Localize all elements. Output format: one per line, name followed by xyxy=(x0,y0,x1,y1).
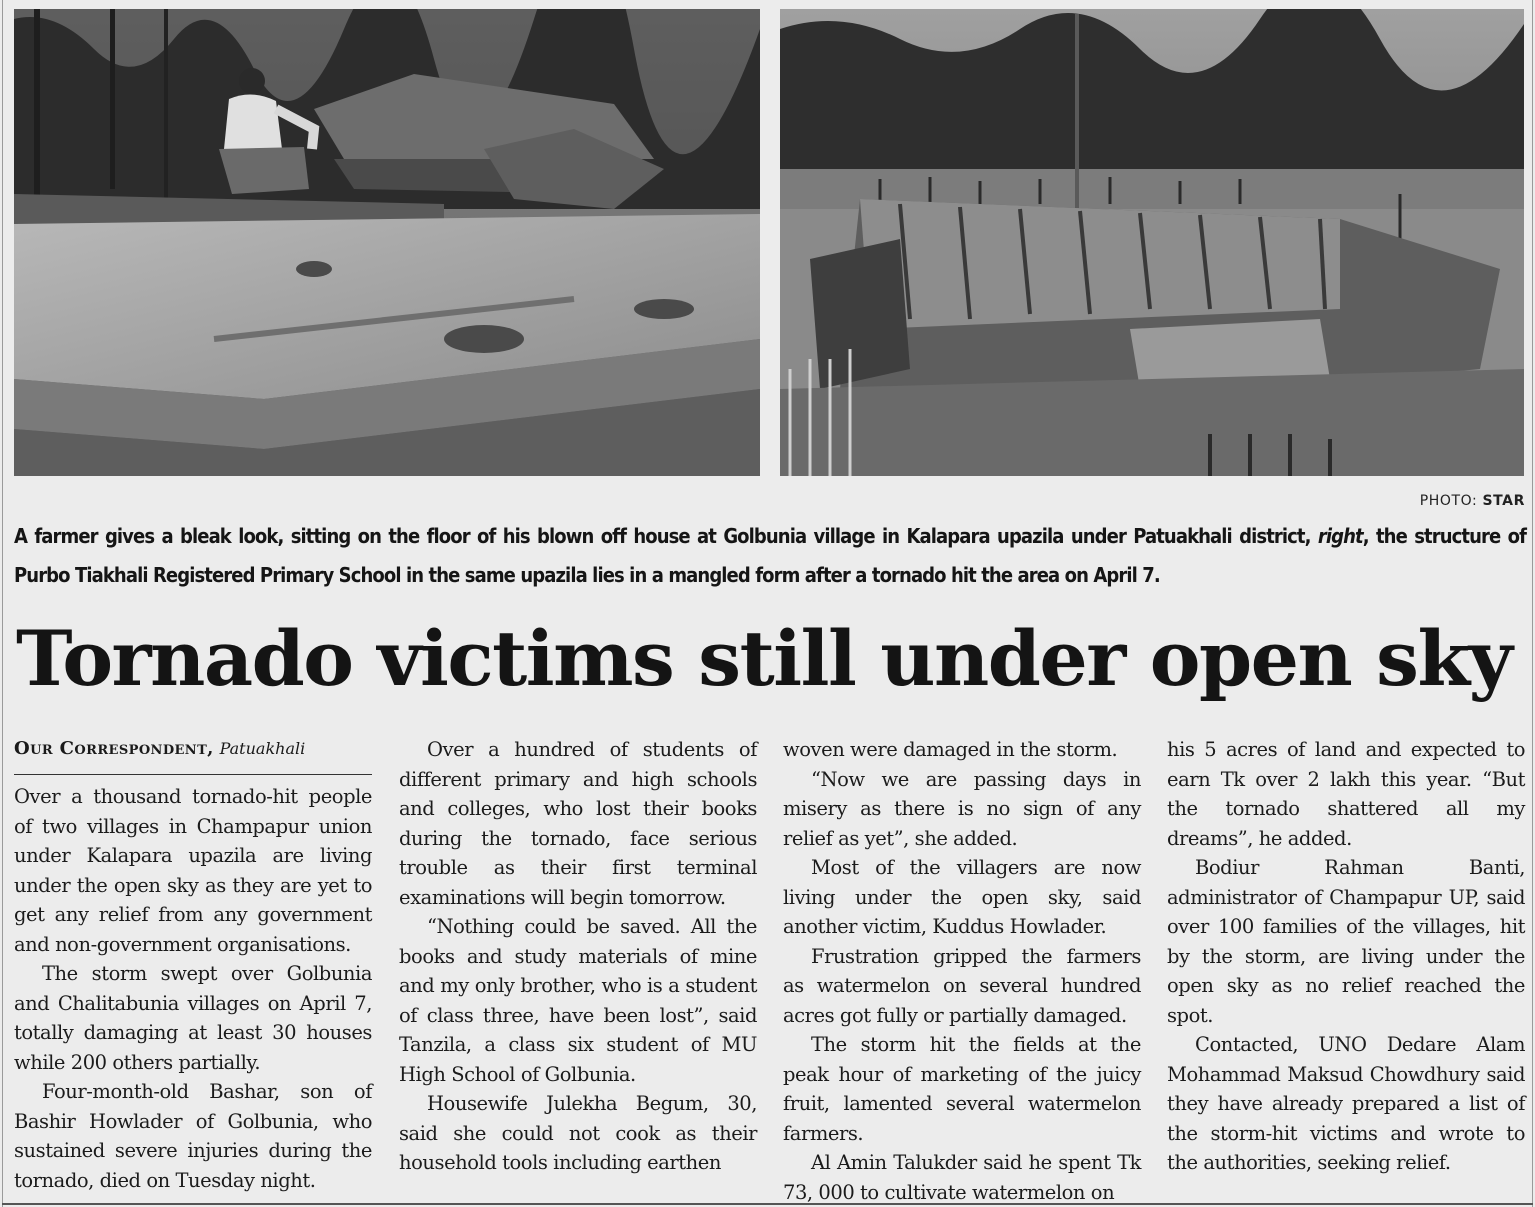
paragraph: his 5 acres of land and expected to earn Tk over 2 lakh this year. “But the tornado shattered all my dreams”, he added. xyxy=(1167,738,1525,850)
paragraph: woven were damaged in the storm. xyxy=(783,738,1118,761)
article-column-2 xyxy=(399,735,757,1178)
paragraph: “Now we are passing days in misery as there is no sign of any relief as yet”, she added. xyxy=(783,767,1141,850)
paragraph: The storm hit the fields at the peak hour of marketing of the juicy fruit, lamented several watermelon farmers. xyxy=(783,1033,1141,1145)
paragraph: Housewife Julekha Begum, 30, said she could not cook as their household tools including earthen xyxy=(399,1092,757,1174)
paragraph: Over a hundred of students of different primary and high schools and colleges, who lost their books during the tornado, face serious trouble as their first terminal examinations will begin tomorrow. xyxy=(399,738,757,909)
caption-text-1: A farmer gives a bleak look, sitting on the floor of his blown off house at Golbunia village in Kalapara upazila under Patuakhali district, xyxy=(14,524,1318,548)
paragraph: Frustration gripped the farmers as watermelon on several hundred acres got fully or partially damaged. xyxy=(783,944,1141,1027)
photo-credit-label: PHOTO: xyxy=(1419,493,1478,509)
article-column-3 xyxy=(783,735,1141,1207)
paragraph: The storm swept over Golbunia and Chalitabunia villages on April 7, totally damaging at least 30 houses while 200 others partially. xyxy=(14,962,372,1074)
paragraph: Most of the villagers are now living under the open sky, said another victim, Kuddus Howlader. xyxy=(783,856,1141,938)
caption-italic: right xyxy=(1317,524,1363,548)
collapsed-school-photo xyxy=(780,9,1524,476)
byline-rule xyxy=(14,774,372,775)
photo-caption xyxy=(14,517,1526,595)
byline xyxy=(14,738,305,759)
paragraph: Contacted, UNO Dedare Alam Mohammad Maksud Chowdhury said they have already prepared a list of the storm-hit victims and wrote to the authorities, seeking relief. xyxy=(1167,1033,1525,1174)
bottom-rule xyxy=(2,1203,1533,1205)
byline-name: Our Correspondent, xyxy=(14,738,214,759)
paragraph: “Nothing could be saved. All the books and study materials of mine and my only brother, who is a student of class three, have been lost”, said Tanzila, a class six student of MU High School of Golbunia. xyxy=(399,915,757,1086)
article-column-1 xyxy=(14,782,372,1195)
paragraph: Al Amin Talukder said he spent Tk 73, 000 to cultivate watermelon on xyxy=(783,1151,1141,1204)
byline-place: Patuakhali xyxy=(219,739,306,758)
photo-credit-source: STAR xyxy=(1482,493,1525,509)
headline: Tornado victims still under open sky xyxy=(16,614,1512,703)
article-column-4 xyxy=(1167,735,1525,1178)
farmer-house-photo xyxy=(14,9,760,476)
caption-text-2: , the structure of Purbo Tiakhali Registered Primary School in the same upazila lies in a mangled form after a tornado hit the area on April 7. xyxy=(14,524,1527,587)
photo-credit xyxy=(1420,493,1525,509)
paragraph: Over a thousand tornado-hit people of two villages in Champapur union under Kalapara upazila are living under the open sky as they are yet to get any relief from any government and non-government organisations. xyxy=(14,785,372,956)
paragraph: Bodiur Rahman Banti, administrator of Champapur UP, said over 100 families of the villages, hit by the storm, are living under the open sky as no relief reached the spot. xyxy=(1167,856,1525,1027)
paragraph: Four-month-old Bashar, son of Bashir Howlader of Golbunia, who sustained severe injuries during the tornado, died on Tuesday night. xyxy=(14,1080,372,1192)
